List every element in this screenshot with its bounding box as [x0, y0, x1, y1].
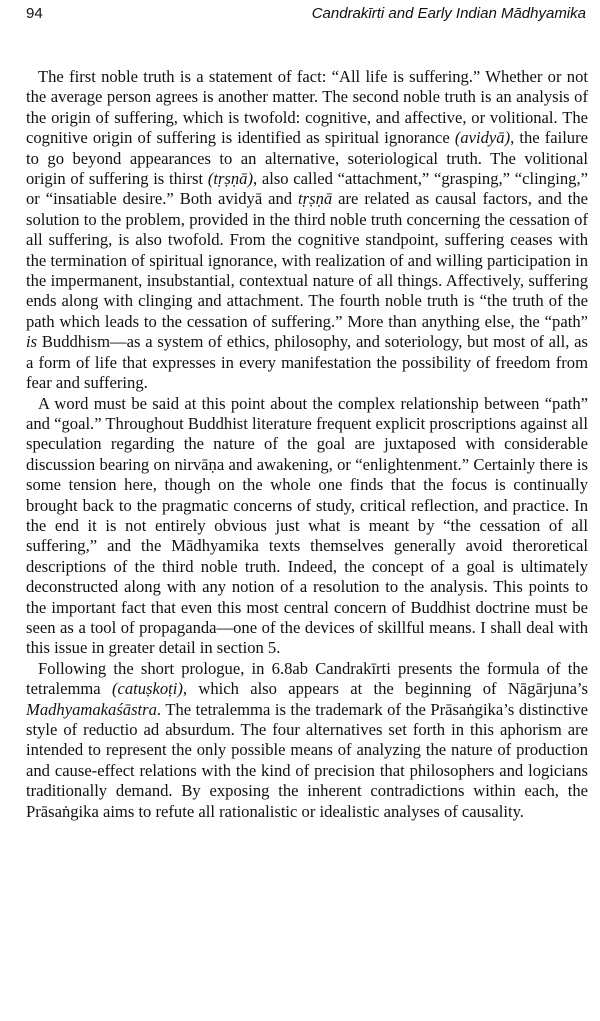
text-run: . The tetralemma is the trademark of the Prāsaṅgika’s distinctive style of reductio ad absurdum. The four alternatives set forth in this aphorism are intended to represent the only possible means of analyzing the nature of production and cause-effect relations with the kind of precision that philosophers and logicians traditionally demand. By exposing the inherent contradictions within each, the Prāsaṅgika aims to refute all rationalistic or idealistic analyses of causality.: [26, 699, 588, 821]
italic-term: Madhyamakaśāstra: [26, 699, 157, 719]
page-number: 94: [26, 5, 43, 22]
body-text: [26, 67, 588, 822]
paragraph: [26, 67, 588, 394]
italic-term: is: [26, 332, 38, 352]
italic-term: (catuṣkoṭi): [111, 679, 183, 699]
italic-term: tṛṣṇā: [298, 189, 333, 209]
text-run: , also called “attachment,” “grasping,” “clinging,” or “insatiable desire.” Both avidyā and: [26, 169, 588, 209]
paragraph: [26, 394, 588, 659]
italic-term: (avidyā): [454, 128, 511, 148]
text-run: are related as causal factors, and the solution to the problem, provided in the third noble truth concerning the cessation of all suffering, is also twofold. From the cognitive standpoint, suffering ceases with the termination of spiritual ignorance, with realization of and willing participation in the impermanent, insubstantial, contextual nature of all things. Affectively, suffering ends along with clinging and attachment. The fourth noble truth is “the truth of the path which leads to the cessation of suffering.” More than anything else, the “path”: [26, 189, 588, 331]
paragraph: [26, 659, 588, 822]
text-run: Buddhism—as a system of ethics, philosophy, and soteriology, but most of all, as a form of life that expresses in every manifestation the possibility of freedom from fear and suffering.: [26, 332, 588, 393]
text-run: , which also appears at the beginning of Nāgārjuna’s: [182, 679, 589, 699]
text-run: The first noble truth is a statement of fact: “All life is suffering.” Whether or not the average person agrees is another matter. The second noble truth is an analysis of the origin of suffering, which is twofold: cognitive, and affective, or volitional. The cognitive origin of suffering is identified as spiritual ignorance: [26, 67, 588, 148]
running-head: [26, 5, 586, 27]
italic-term: (tṛṣṇā): [207, 169, 253, 189]
text-run: Following the short prologue, in 6.8ab Candrakīrti presents the formula of the tetralemma: [26, 658, 588, 699]
running-title: Candrakīrti and Early Indian Mādhyamika: [311, 5, 586, 22]
text-run: , the failure to go beyond appearances to an alternative, soteriological truth. The volitional origin of suffering is thirst: [26, 128, 588, 189]
text-run: A word must be said at this point about the complex relationship between “path” and “goal.” Throughout Buddhist literature frequent explicit proscriptions against all speculation regarding the nature of the goal are juxtaposed with considerable discussion bearing on nirvāṇa and awakening, or “enlightenment.” Certainly there is some tension here, though on the whole one finds that the focus is continually brought back to the pragmatic concerns of study, critical reflection, and practice. In the end it is not entirely obvious just what is meant by “the cessation of all suffering,” and the Mādhyamika texts themselves generally avoid theroretical descriptions of the third noble truth. Indeed, the concept of a goal is ultimately deconstructed along with any notion of a resolution to the analysis. This points to the important fact that even this most central concern of Buddhist doctrine must be seen as a tool of propaganda—one of the devices of skillful means. I shall deal with this issue in greater detail in section 5.: [26, 393, 588, 658]
